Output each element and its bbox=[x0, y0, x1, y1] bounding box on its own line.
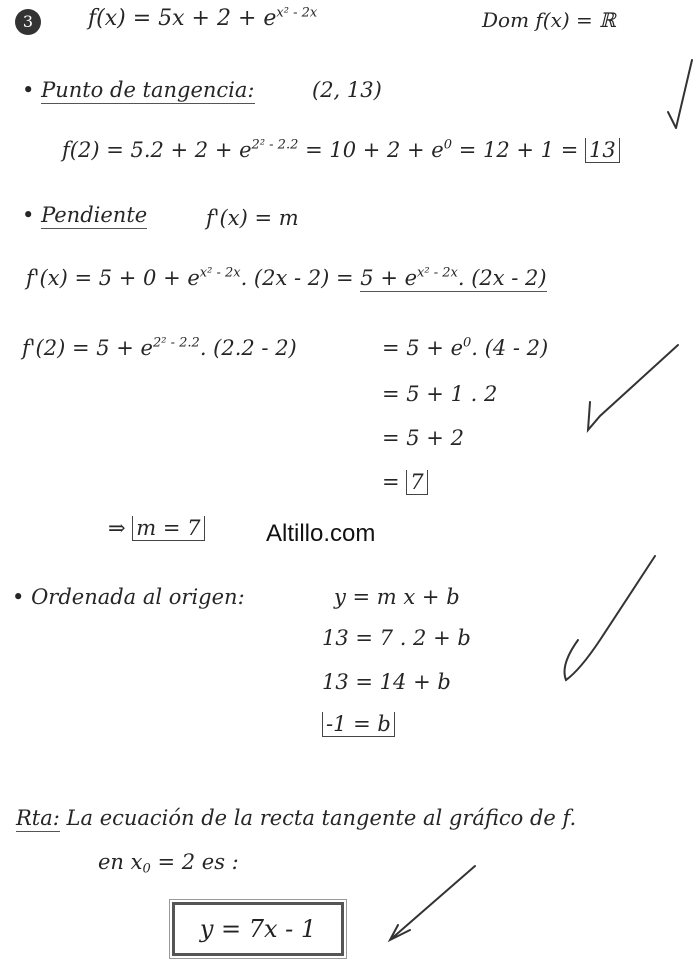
derivative-eval-exp: 2² - 2.2 bbox=[152, 335, 200, 351]
tangent-eval-rhs-exp: 0 bbox=[443, 137, 453, 153]
intercept-line-2: 13 = 7 . 2 + b bbox=[322, 626, 471, 650]
intercept-result: -1 = b bbox=[322, 712, 395, 737]
slope-result-value: m = 7 bbox=[132, 516, 204, 541]
slope-label: Pendiente bbox=[41, 203, 148, 227]
implies-arrow: ⇒ bbox=[108, 516, 126, 540]
derivative-simpl-base: 5 + e bbox=[360, 266, 418, 290]
watermark: Altillo.com bbox=[266, 520, 376, 547]
check-mark-2-icon bbox=[588, 345, 678, 430]
derivative-simpl-exp: x² - 2x bbox=[417, 265, 458, 281]
intercept-line-1: y = m x + b bbox=[334, 585, 460, 609]
derivative-exp: x² - 2x bbox=[199, 265, 241, 281]
derivative-step1-exp: 0 bbox=[463, 335, 472, 351]
tangent-point-value: (2, 13) bbox=[312, 78, 382, 102]
check-mark-1-icon bbox=[668, 60, 692, 128]
function-base: f(x) = 5x + 2 + e bbox=[88, 6, 277, 31]
derivative-step1-end: . (4 - 2) bbox=[471, 336, 549, 360]
check-mark-4-icon bbox=[390, 866, 475, 940]
final-answer-box: y = 7x - 1 bbox=[172, 902, 344, 956]
intercept-heading: • Ordenada al origen: bbox=[12, 585, 245, 609]
domain-statement: Dom f(x) = ℝ bbox=[482, 8, 616, 32]
derivative-lhs: f'(x) = 5 + 0 + e bbox=[26, 266, 200, 290]
slope-heading: • Pendiente bbox=[22, 203, 148, 227]
answer-es: = 2 es : bbox=[157, 850, 239, 874]
slope-definition: f'(x) = m bbox=[206, 206, 299, 230]
tangent-eval-rhs: = 10 + 2 + e bbox=[305, 138, 444, 162]
derivative-step1-base: = 5 + e bbox=[382, 336, 464, 360]
tangent-point-heading: • Punto de tangencia: bbox=[22, 78, 255, 102]
tangent-eval-rhs2: = 12 + 1 = bbox=[458, 138, 579, 162]
answer-text: La ecuación de la recta tangente al gráfico de f. bbox=[66, 806, 577, 830]
intercept-label: Ordenada al origen: bbox=[31, 585, 245, 609]
intercept-line-3: 13 = 14 + b bbox=[322, 670, 451, 694]
tangent-eval-result: 13 bbox=[585, 138, 620, 163]
derivative-eval-lhs: f'(2) = 5 + e bbox=[22, 336, 153, 360]
derivative-step4-eq: = bbox=[382, 470, 400, 494]
derivative-simpl-end: . (2x - 2) bbox=[457, 266, 547, 290]
exercise-number: 3 bbox=[15, 9, 41, 35]
check-mark-3-icon bbox=[565, 556, 656, 680]
derivative-step-2: = 5 + 1 . 2 bbox=[382, 382, 498, 406]
derivative-step-3: = 5 + 2 bbox=[382, 426, 464, 450]
derivative-mid: . (2x - 2) = bbox=[240, 266, 354, 290]
answer-label: Rta: bbox=[16, 806, 60, 830]
function-exponent: x² - 2x bbox=[276, 5, 318, 21]
tangent-eval-exp: 2² - 2.2 bbox=[251, 137, 299, 153]
answer-en-x: en x bbox=[98, 850, 143, 874]
tangent-eval-lhs: f(2) = 5.2 + 2 + e bbox=[62, 138, 252, 162]
derivative-eval-mid: . (2.2 - 2) bbox=[199, 336, 297, 360]
derivative-step4-result: 7 bbox=[406, 470, 427, 495]
tangent-point-label: Punto de tangencia: bbox=[41, 78, 255, 102]
answer-subscript: 0 bbox=[142, 861, 151, 877]
